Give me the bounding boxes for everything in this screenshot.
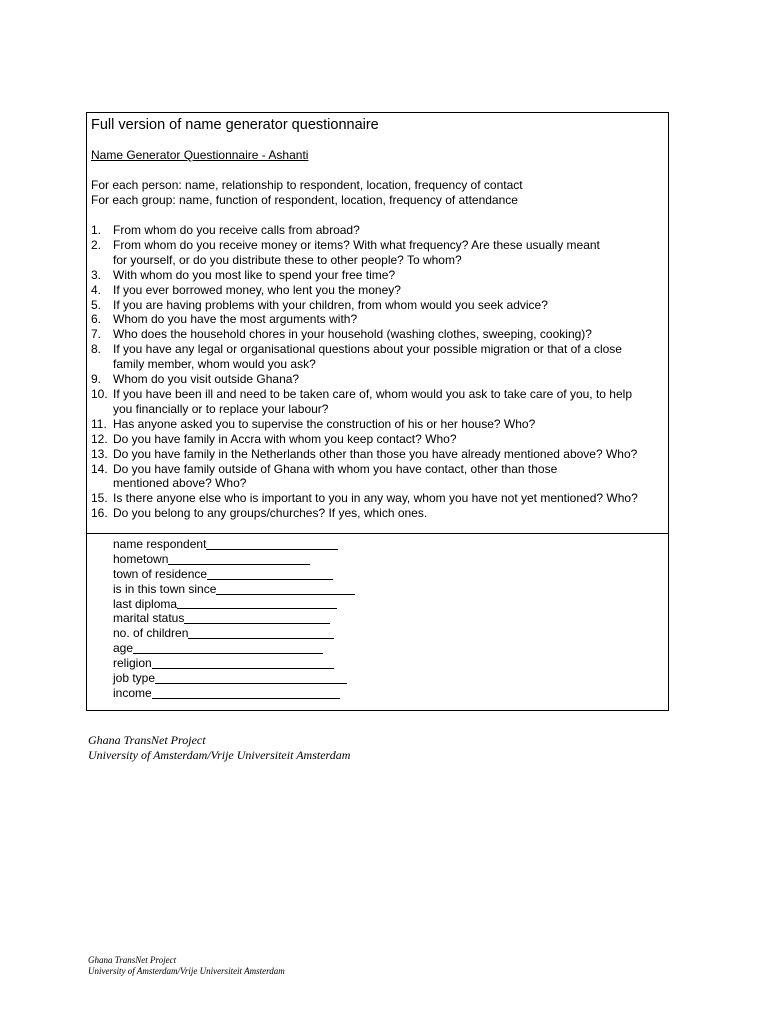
question-number: 12. [91,431,108,446]
question-list [91,223,666,521]
question-text: family member, whom would you ask? [113,357,316,372]
field-blank-line[interactable] [155,672,347,684]
question-text: Is there anyone else who is important to you in any way, whom you have not yet mentioned? Who? [113,491,638,506]
field-label: no. of children [113,626,189,641]
respondent-field [113,641,355,656]
question-number: 5. [91,297,102,312]
field-blank-line[interactable] [184,612,330,624]
question-number: 3. [91,267,102,282]
question-text: Do you have family in the Netherlands other than those you have already mentioned above? Who? [113,446,638,461]
question-number: 2. [91,237,102,252]
questionnaire-subtitle: Name Generator Questionnaire - Ashanti [91,148,309,162]
question-text: If you ever borrowed money, who lent you the money? [113,282,401,297]
question-number: 8. [91,342,102,357]
question-item [91,462,666,492]
field-label: religion [113,656,152,671]
question-number: 7. [91,327,102,342]
question-item [91,268,666,283]
question-number: 11. [91,416,107,431]
question-text: From whom do you receive calls from abroad? [113,223,360,237]
field-blank-line[interactable] [207,568,333,580]
field-blank-line[interactable] [216,583,355,595]
question-number: 16. [91,506,108,521]
field-label: last diploma [113,596,178,611]
footer-project: Ghana TransNet Project [88,733,206,747]
respondent-field [113,686,355,701]
field-blank-line[interactable] [206,538,338,550]
respondent-field [113,582,355,597]
field-blank-line[interactable] [168,553,310,565]
respondent-field [113,626,355,641]
question-item [91,506,666,521]
questionnaire-box [86,112,669,711]
question-text: Who does the household chores in your household (washing clothes, sweeping, cooking)? [113,327,592,342]
question-item [91,312,666,327]
question-text: Do you have family in Accra with whom you keep contact? Who? [113,431,457,446]
respondent-field [113,567,355,582]
field-blank-line[interactable] [177,597,337,609]
question-text: If you have any legal or organisational questions about your possible migration or that of a close [113,342,622,357]
question-text: If you are having problems with your children, from whom would you seek advice? [113,297,548,312]
question-number: 9. [91,372,102,387]
question-item [91,298,666,313]
questionnaire-section [87,113,668,534]
question-number: 6. [91,312,102,327]
question-item [91,238,666,268]
field-label: hometown [113,551,169,566]
question-text: Has anyone asked you to supervise the construction of his or her house? Who? [113,416,536,431]
question-number: 10. [91,386,108,401]
question-text: Whom do you have the most arguments with? [113,312,358,327]
box-footer [88,733,350,763]
question-number: 15. [91,491,108,506]
field-label: income [113,685,152,700]
page-footer-university: University of Amsterdam/Vrije Universiteit Amsterdam [88,966,285,976]
question-number: 1. [91,223,102,237]
question-number: 13. [91,446,108,461]
question-text: Do you belong to any groups/churches? If yes, which ones. [113,506,428,521]
question-text: for yourself, or do you distribute these to other people? To whom? [113,252,462,267]
question-text: If you have been ill and need to be taken care of, whom would you ask to take care of you, to help [113,386,632,401]
field-blank-line[interactable] [133,642,323,654]
question-item [91,283,666,298]
question-text: With whom do you most like to spend your free time? [113,267,396,282]
field-blank-line[interactable] [188,627,334,639]
question-item [91,447,666,462]
question-text: you financially or to replace your labour? [113,401,329,416]
page-title: Full version of name generator questionnaire [91,117,379,133]
instructions [91,178,523,208]
question-text: Do you have family outside of Ghana with whom you have contact, other than those [113,461,558,476]
respondent-fields [113,537,355,701]
instruction-group: For each group: name, function of respondent, location, frequency of attendance [91,193,518,207]
field-label: job type [113,671,156,685]
question-item [91,223,666,238]
question-text: From whom do you receive money or items? With what frequency? Are these usually meant [113,237,600,252]
respondent-field [113,597,355,612]
footer-university: University of Amsterdam/Vrije Universiteit Amsterdam [88,748,351,762]
field-label: name respondent [113,536,207,551]
respondent-field [113,656,355,671]
page-footer [88,955,285,977]
question-item [91,491,666,506]
question-text: Whom do you visit outside Ghana? [113,372,300,387]
field-blank-line[interactable] [152,687,340,699]
field-blank-line[interactable] [152,657,334,669]
field-label: is in this town since [113,581,217,596]
question-item [91,432,666,447]
field-label: marital status [113,611,185,626]
question-item [91,417,666,432]
question-item [91,372,666,387]
respondent-field [113,537,355,552]
field-label: age [113,641,134,656]
respondent-field [113,671,355,686]
respondent-field [113,552,355,567]
question-item [91,327,666,342]
question-number: 4. [91,282,102,297]
respondent-field [113,611,355,626]
question-text: mentioned above? Who? [113,476,247,491]
instruction-person: For each person: name, relationship to respondent, location, frequency of contact [91,178,523,192]
field-label: town of residence [113,566,208,581]
question-number: 14. [91,461,108,476]
question-item [91,342,666,372]
question-item [91,387,666,417]
page-footer-project: Ghana TransNet Project [88,955,177,965]
